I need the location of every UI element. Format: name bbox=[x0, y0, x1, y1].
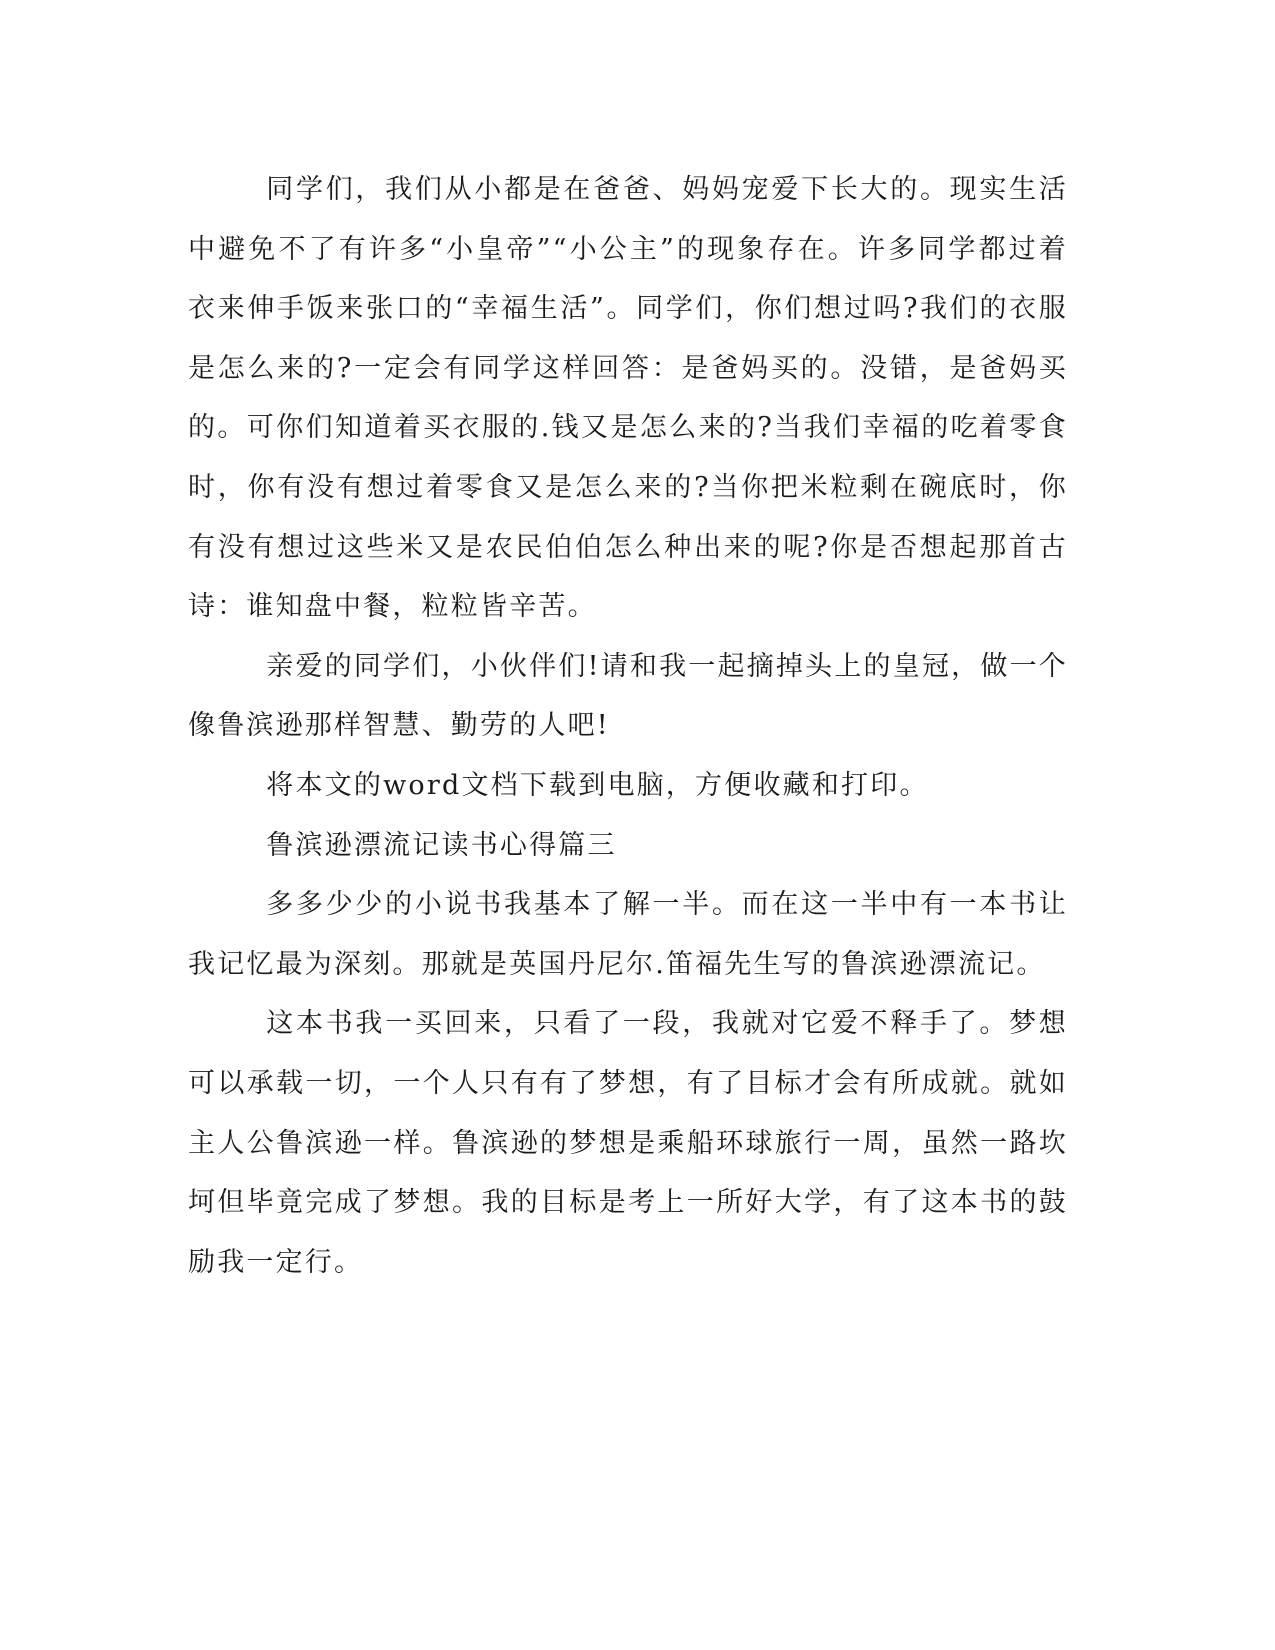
section-heading: 鲁滨逊漂流记读书心得篇三 bbox=[266, 829, 617, 861]
paragraph-3: 将本文的word文档下载到电脑，方便收藏和打印。 bbox=[266, 769, 929, 801]
paragraph-6: 这本书我一买回来，只看了一段，我就对它爱不释手了。梦想可以承载一切，一个人只有有了梦想，有了目标才会有所成就。就如主人公鲁滨逊一样。鲁滨逊的梦想是乘船环球旅行一周，虽然一路坎坷但毕竟完成了梦想。我的目标是考上一所好大学，有了这本书的鼓励我一定行。 bbox=[188, 1008, 1068, 1278]
document-body bbox=[188, 160, 1068, 1292]
paragraph-1: 同学们，我们从小都是在爸爸、妈妈宠爱下长大的。现实生活中避免不了有许多“小皇帝”“小公主”的现象存在。许多同学都过着衣来伸手饭来张口的“幸福生活”。同学们，你们想过吗?我们的衣服是怎么来的?一定会有同学这样回答：是爸妈买的。没错，是爸妈买的。可你们知道着买衣服的.钱又是怎么来的?当我们幸福的吃着零食时，你有没有想过着零食又是怎么来的?当你把米粒剩在碗底时，你有没有想过这些米又是农民伯伯怎么种出来的呢?你是否想起那首古诗：谁知盘中餐，粒粒皆辛苦。 bbox=[188, 174, 1068, 623]
paragraph-5: 多多少少的小说书我基本了解一半。而在这一半中有一本书让我记忆最为深刻。那就是英国丹尼尔.笛福先生写的鲁滨逊漂流记。 bbox=[188, 889, 1068, 980]
paragraph-2: 亲爱的同学们，小伙伴们!请和我一起摘掉头上的皇冠，做一个像鲁滨逊那样智慧、勤劳的人吧! bbox=[188, 650, 1068, 742]
